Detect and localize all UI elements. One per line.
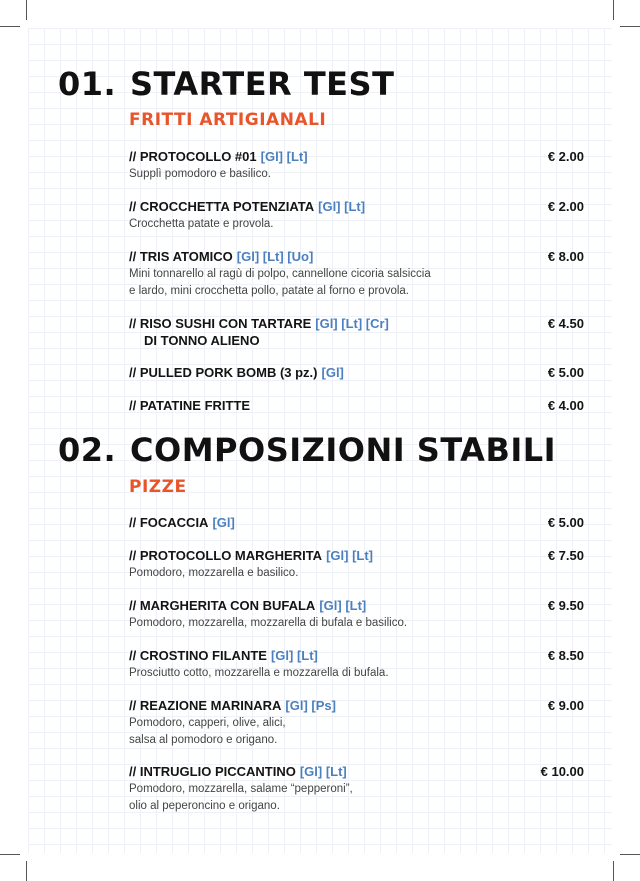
item-description: olio al peperoncino e origano.	[129, 800, 280, 812]
item-price: € 9.00	[547, 698, 584, 713]
section-subtitle: FRITTI ARTIGIANALI	[129, 110, 327, 130]
item-description: Crocchetta patate e provola.	[129, 218, 274, 230]
item-name: // PULLED PORK BOMB (3 pz.)	[129, 365, 318, 380]
item-price: € 9.50	[547, 598, 584, 613]
item-description: e lardo, mini crocchetta pollo, patate al forno e provola.	[129, 285, 409, 297]
item-name: // FOCACCIA	[129, 515, 209, 530]
menu-item	[129, 647, 584, 682]
item-price: € 4.00	[547, 398, 584, 413]
item-description: Pomodoro, mozzarella e basilico.	[129, 567, 299, 579]
page-margin-left	[0, 0, 28, 881]
item-tags: [Gl] [Lt]	[270, 648, 318, 663]
section-heading: STARTER TEST	[130, 65, 395, 103]
item-price: € 8.00	[547, 249, 584, 264]
item-tags: [Gl] [Lt]	[318, 199, 366, 214]
item-name: // TRIS ATOMICO	[129, 249, 233, 264]
menu-item	[129, 315, 584, 349]
menu-item	[129, 148, 584, 183]
menu-item	[129, 547, 584, 582]
item-name: // RISO SUSHI CON TARTARE	[129, 316, 312, 331]
section-number: 02.	[58, 431, 117, 469]
item-description: Pomodoro, mozzarella, mozzarella di bufala e basilico.	[129, 617, 408, 629]
item-name: // CROSTINO FILANTE	[129, 648, 267, 663]
item-name: // PROTOCOLLO MARGHERITA	[129, 548, 323, 563]
menu-item	[129, 198, 584, 233]
section-number: 01.	[58, 65, 117, 103]
item-name: // PATATINE FRITTE	[129, 398, 251, 413]
item-price: € 4.50	[547, 316, 584, 331]
item-tags: [Gl]	[321, 365, 344, 380]
item-tags: [Gl] [Lt]	[319, 598, 367, 613]
item-description: Pomodoro, capperi, olive, alici,	[129, 717, 286, 729]
item-price: € 8.50	[547, 648, 584, 663]
item-name: // INTRUGLIO PICCANTINO	[129, 764, 296, 779]
item-name-continued: DI TONNO ALIENO	[144, 333, 260, 348]
item-description: Pomodoro, mozzarella, salame “pepperoni”,	[129, 783, 353, 795]
item-description: Prosciutto cotto, mozzarella e mozzarella di bufala.	[129, 667, 389, 679]
item-name: // PROTOCOLLO #01	[129, 149, 257, 164]
menu-item	[129, 697, 584, 749]
item-tags: [Gl]	[212, 515, 235, 530]
item-price: € 2.00	[547, 199, 584, 214]
item-description: Mini tonnarello al ragù di polpo, cannellone cicoria salsiccia	[129, 268, 431, 280]
item-price: € 2.00	[547, 149, 584, 164]
menu-item	[129, 763, 584, 815]
menu-item	[129, 514, 584, 532]
item-name: // CROCCHETTA POTENZIATA	[129, 199, 315, 214]
item-price: € 5.00	[547, 365, 584, 380]
page-margin-top	[0, 0, 640, 28]
item-tags: [Gl] [Lt]	[299, 764, 347, 779]
menu-item	[129, 397, 584, 415]
page-margin-bottom	[0, 853, 640, 881]
menu-item	[129, 364, 584, 382]
menu-item	[129, 597, 584, 632]
section-title-pizze	[58, 431, 557, 469]
item-name: // REAZIONE MARINARA	[129, 698, 282, 713]
item-price: € 10.00	[540, 764, 584, 779]
section-subtitle: PIZZE	[129, 477, 187, 497]
item-name: // MARGHERITA CON BUFALA	[129, 598, 316, 613]
item-description: Supplì pomodoro e basilico.	[129, 168, 271, 180]
menu-item	[129, 248, 584, 300]
item-tags: [Gl] [Lt]	[326, 548, 373, 563]
item-tags: [Gl] [Ps]	[285, 698, 336, 713]
item-tags: [Gl] [Lt]	[260, 149, 308, 164]
item-tags: [Gl] [Lt] [Uo]	[236, 249, 314, 264]
item-description: salsa al pomodoro e origano.	[129, 734, 278, 746]
section-title-starter	[58, 65, 395, 103]
page-margin-right	[612, 0, 640, 881]
item-tags: [Gl] [Lt] [Cr]	[315, 316, 389, 331]
item-price: € 7.50	[547, 548, 584, 563]
item-price: € 5.00	[547, 515, 584, 530]
section-heading: COMPOSIZIONI STABILI	[130, 431, 557, 469]
